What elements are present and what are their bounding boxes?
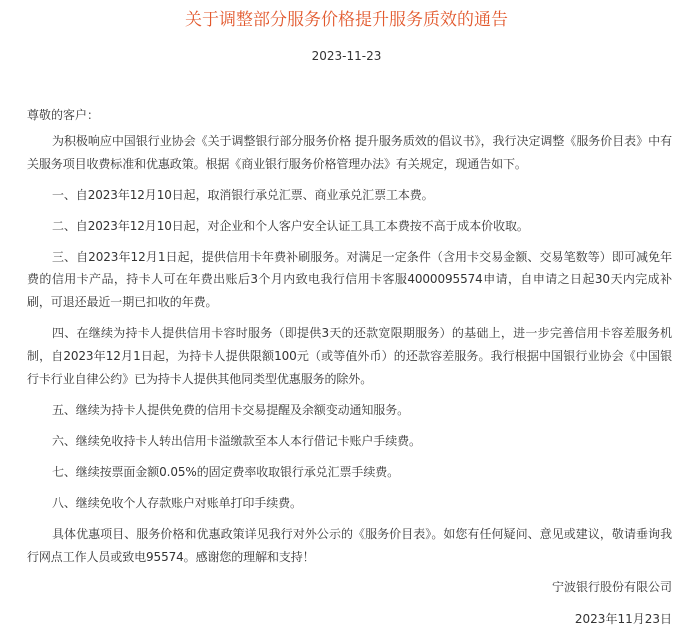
signature-company: 宁波银行股份有限公司 — [551, 580, 672, 595]
item-8: 八、继续免收个人存款账户对账单打印手续费。 — [52, 495, 302, 510]
intro-paragraph: 为积极响应中国银行业协会《关于调整银行部分服务价格 提升服务质效的倡议书》，我行决定调整《服务价目表》中有关服务项目收费标准和优惠政策。根据《商业银行服务价格管理办法》有关规定，现通告如下。 — [27, 133, 672, 171]
notice-body — [27, 104, 672, 640]
item-5: 五、继续为持卡人提供免费的信用卡交易提醒及余额变动通知服务。 — [52, 402, 410, 417]
signature-date: 2023年11月23日 — [574, 612, 672, 627]
publish-date: 2023-11-23 — [311, 49, 382, 63]
item-6: 六、继续免收持卡人转出信用卡溢缴款至本人本行借记卡账户手续费。 — [52, 433, 421, 448]
item-3: 三、自2023年12月1日起，提供信用卡年费补刷服务。对满足一定条件（含用卡交易金额、交易笔数等）即可减免年费的信用卡产品，持卡人可在年费出账后3个月内致电我行信用卡客服4000095574申请，自申请之日起30天内完成补刷，可退还最近一期已扣收的年费。 — [27, 249, 672, 310]
item-4: 四、在继续为持卡人提供信用卡容时服务（即提供3天的还款宽限期服务）的基础上，进一步完善信用卡容差服务机制，自2023年12月1日起，为持卡人提供限额100元（或等值外币）的还款容差服务。我行根据中国银行业协会《中国银行卡行业自律公约》已为持卡人提供其他同类型优惠服务的除外。 — [27, 326, 672, 387]
salutation: 尊敬的客户： — [27, 108, 100, 122]
item-2: 二、自2023年12月10日起，对企业和个人客户安全认证工具工本费按不高于成本价收取。 — [52, 218, 529, 233]
item-7: 七、继续按票面金额0.05%的固定费率收取银行承兑汇票手续费。 — [52, 464, 400, 479]
item-1: 一、自2023年12月10日起，取消银行承兑汇票、商业承兑汇票工本费。 — [52, 187, 434, 202]
closing-paragraph: 具体优惠项目、服务价格和优惠政策详见我行对外公示的《服务价目表》。如您有任何疑问、意见或建议，敬请垂询我行网点工作人员或致电95574。感谢您的理解和支持！ — [27, 526, 672, 564]
notice-title: 关于调整部分服务价格提升服务质效的通告 — [185, 10, 508, 30]
